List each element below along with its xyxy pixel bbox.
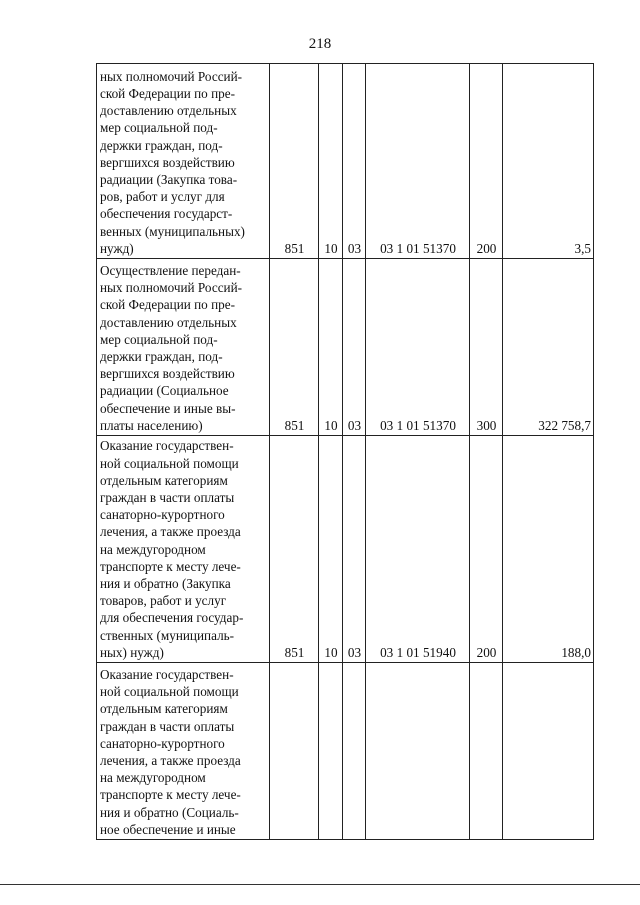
ministry-code-cell: 851 [270,436,319,663]
table-row [97,436,594,663]
expense-name-line: ской Федерации по пре- [100,297,235,313]
expense-name-line: отдельным категориям [100,472,228,488]
subsection-code-cell: 03 [343,436,366,663]
expense-name-line: платы населению) [100,417,203,433]
expense-type-cell: 200 [470,64,503,259]
expense-name-line: радиации (Социальное [100,383,229,399]
ministry-code-cell: 851 [270,259,319,436]
expense-type-cell [470,663,503,840]
expense-name-line: ное обеспечение и иные [100,821,236,837]
expense-name-line: граждан в части оплаты [100,718,235,734]
expense-name-cell [97,436,270,663]
section-code-cell: 10 [319,436,343,663]
expense-name-line: ных) нужд) [100,644,164,660]
section-code-cell [319,663,343,840]
expense-name-line: вергшихся воздействию [100,154,235,170]
budget-table [96,63,594,840]
subsection-code-cell: 03 [343,64,366,259]
expense-name-line: ных полномочий Россий- [100,68,243,84]
expense-name-line: ной социальной помощи [100,455,239,471]
subsection-code-cell: 03 [343,259,366,436]
expense-name-line: транспорте к месту лече- [100,558,241,574]
expense-name-line: мер социальной под- [100,331,218,347]
page-number: 218 [308,36,332,52]
expense-name-line: товаров, работ и услуг [100,593,227,609]
ministry-code-cell: 851 [270,64,319,259]
expense-name-line: ния и обратно (Закупка [100,575,231,591]
expense-name-line: доставлению отдельных [100,103,237,119]
target-article-cell: 03 1 01 51370 [366,64,470,259]
expense-name-line: ния и обратно (Социаль- [100,804,239,820]
amount-cell: 3,5 [503,64,594,259]
expense-name-line: мер социальной под- [100,120,218,136]
expense-name-line: венных (муниципальных) [100,223,245,239]
section-code-cell: 10 [319,259,343,436]
expense-name-line: отдельным категориям [100,701,228,717]
expense-name-line: для обеспечения государ- [100,610,244,626]
table-row [97,259,594,436]
amount-cell [503,663,594,840]
expense-name-cell [97,259,270,436]
expense-name-line: граждан в части оплаты [100,489,235,505]
expense-name-line: обеспечение и иные вы- [100,400,236,416]
table-row [97,64,594,259]
expense-name-line: санаторно-курортного [100,507,225,523]
expense-name-line: на междугородном [100,770,206,786]
expense-name-line: лечения, а также проезда [100,524,241,540]
table-body [97,64,594,840]
subsection-code-cell [343,663,366,840]
expense-name-line: вергшихся воздействию [100,366,235,382]
expense-name-line: ной социальной помощи [100,684,239,700]
expense-name-line: ственных (муниципаль- [100,627,235,643]
expense-name-line: доставлению отдельных [100,314,237,330]
expense-type-cell: 300 [470,259,503,436]
expense-name-line: нужд) [100,240,134,256]
target-article-cell: 03 1 01 51940 [366,436,470,663]
target-article-cell: 03 1 01 51370 [366,259,470,436]
section-code-cell: 10 [319,64,343,259]
expense-name-line: на междугородном [100,541,206,557]
expense-name-line: Оказание государствен- [100,666,234,682]
expense-name-line: держки граждан, под- [100,137,223,153]
expense-name-line: санаторно-курортного [100,735,225,751]
expense-name-line: обеспечения государст- [100,206,233,222]
expense-name-line: Оказание государствен- [100,438,234,454]
table-row [97,663,594,840]
expense-name-line: ных полномочий Россий- [100,280,243,296]
expense-name-cell [97,64,270,259]
expense-name-line: держки граждан, под- [100,348,223,364]
ministry-code-cell [270,663,319,840]
expense-type-cell: 200 [470,436,503,663]
expense-name-line: ской Федерации по пре- [100,85,235,101]
expense-name-line: ров, работ и услуг для [100,189,225,205]
expense-name-line: транспорте к месту лече- [100,787,241,803]
amount-cell: 322 758,7 [503,259,594,436]
target-article-cell [366,663,470,840]
expense-name-line: радиации (Закупка това- [100,171,238,187]
expense-name-line: лечения, а также проезда [100,752,241,768]
expense-name-cell [97,663,270,840]
amount-cell: 188,0 [503,436,594,663]
expense-name-line: Осуществление передан- [100,262,241,278]
page-bottom-rule [0,884,640,885]
